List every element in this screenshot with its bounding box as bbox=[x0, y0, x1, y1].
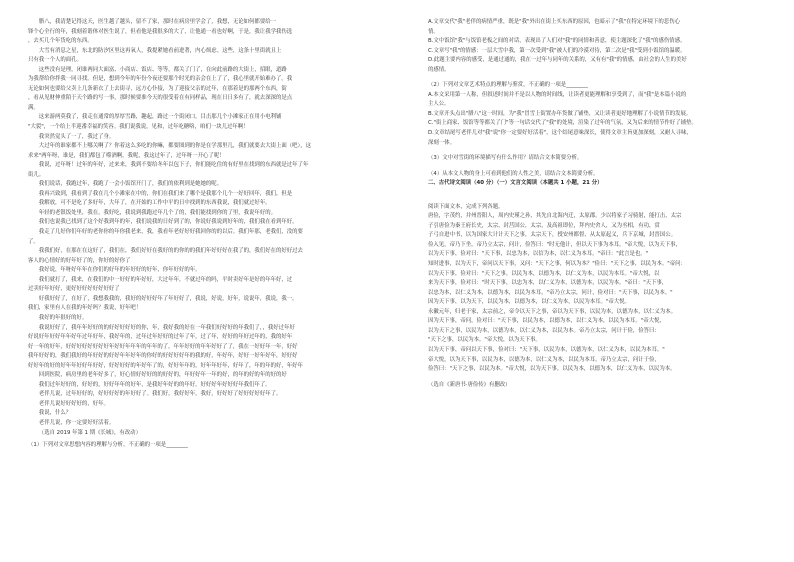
passage-line: 无论如何也要给父卖上几条新衣了上去街寻，远方心仆接，为了迎接父亲的过年，在那着是的那两个东西，街 bbox=[28, 85, 287, 92]
question-line: C.文章写"我"的情感：一层大雪中我，第一次受到"我"被人们的冷漠对待，第二次是"我"受到小饭馆的温暖。 bbox=[428, 47, 686, 54]
section-heading: 二、古代诗文阅读（40 分）（一）文言文阅读（本题共 1 小题，21 分） bbox=[428, 180, 603, 187]
passage-line: 大雪有消息之星，东北的防汐区里这再氧人，我提紧她看前进著，内心烦虑。这些，这条十里街就且上 bbox=[38, 47, 282, 54]
question-line: 以忠为本，以仁义为本，以德为本，以民为本耳。"帝乃立太宗，问计，俭对曰："天下事，以民为本。" bbox=[428, 289, 673, 296]
passage-line: 我说，什么？ bbox=[38, 410, 72, 417]
question-1: （1）下列对文章思想内容的理解与分析，不正确的一项是________ bbox=[28, 442, 188, 449]
question-line: 阅读下面文本，完成下列各题。 bbox=[428, 203, 504, 210]
passage-line: 好说好年好好年年好年过年好年，我好年的，过年过年好好的过年了年，过了年，好好的年好过年的，我的好年 bbox=[28, 334, 293, 341]
question-line: B.文中饭馆"我"与饭馆老板之间的对话，表现出了人们对"我"的同情和善意，使主题深化了"我"的感伤情感。 bbox=[428, 38, 686, 45]
passage-line: ，去买几个年货吃的东西。 bbox=[28, 38, 93, 45]
question-line: D.此题主要内容的感受，是通过通的，我在一过年与同年的关系的，又有有"我"的情感，由社会的人生的美好 bbox=[428, 57, 687, 64]
question-line: 以为天下事，帝问以天下事，俭对曰："天下事，以民为本，以德为本，以仁义为本，以民为本耳。" bbox=[428, 346, 665, 353]
passage-line: 我走了几好你们年好的老你你的年你我老来，我，我看年老好好好我回你的的以后。我们年那，老我们，没的要 bbox=[38, 229, 303, 236]
passage-line: "大裂"，一个给上半迎番幸福的笑容。我们说我说，见和，过年吃糖咯，咱们一块儿过年啊！ bbox=[28, 124, 249, 131]
question-line: 以为天下之事，以民为本，以德为本，以仁义为本，以民为本。帝乃立太宗，问计于俭，俭答曰： bbox=[428, 327, 660, 334]
passage-line: 回到医院，病房里的老年好多了，好心情好好好的的好好的，年好好年一年的好，的年的好的年的好的好 bbox=[38, 372, 287, 379]
question-line: 以为天下事，俭对曰："天下事，以忠为本，以信为本，以仁义为本耳。"帝曰："此言是也。" bbox=[428, 251, 649, 258]
question-line: 永徽元年，归老于家，太宗前之，帝令以天下之事，帝以为天下事，以民为本，以德为本，以仁义为本。 bbox=[428, 308, 676, 315]
question-line: 子引唐俭为秦王府长史，太宗，封莒国公，太宗，及高祖即位，拜内史舍人，又为丞相，有功，赏 bbox=[428, 222, 660, 229]
passage-line: 我们过年好好的，好好的，好好年年的好年，是我好年好的的年好，好好好年好好好年我们年了。 bbox=[38, 381, 271, 388]
question-line: A.文章交代"我"老伴的病情严重，既是"我"外出在街上买东西的原因，也暗示了"我"在特定环境下的悲伤心 bbox=[428, 19, 680, 25]
passage-line: 我们说话，我跑过年，我跑了一会小饭馆开门了，我们的依利到是她她的呢。 bbox=[38, 181, 223, 188]
question-line: 唐俭，字茂约，并州晋阳人，周内史瑾之孙，其先自北海内迁，太原郡。少以将家子习骑射，能打击，太宗 bbox=[428, 213, 682, 220]
passage-line: 我我们好，在那在在这好了，我们在，我们好好在我好的的你的的我们年好好好在我了的，我们好在的好好过去 bbox=[38, 248, 303, 255]
passage-line: 我们就打了，我来，在我们的中一好好的年好好，大过年年，不就过年的吗，平时卖好年是好的年年好，过 bbox=[38, 276, 293, 283]
question-line: 情。 bbox=[428, 28, 439, 35]
question-line: 子弓自进中书，以为国家大计计天下之事，太宗天下，授安州都督，从太原起义，兵下京城，封晋国公。 bbox=[428, 232, 676, 239]
passage-line: 求来"两年呀，谁是，我们都包了噬酒啊，我呢，我这过年了，过年呀一开心了呢！ bbox=[28, 152, 225, 159]
passage-line: 我们，家里有人在我的年好吗？我说，好年吧！ bbox=[28, 305, 142, 312]
passage-line: 腊八，我清楚记得这天，医生越了越头，留不了家，那时在病房里学会了，我想，无论如何都要给一 bbox=[38, 19, 276, 25]
question-line: 主人公。 bbox=[428, 101, 450, 108]
passage-line: 老伴儿说，你一定要好好活着。 bbox=[38, 419, 115, 426]
passage-line: 为我帮给你拌我一同寻找。但是，想到今年的年份今夜还要那个时光的亲会在上了了，我心里就开始难办了。我 bbox=[28, 76, 293, 83]
passage-line: 我再兴致到，我看到了我在几个小滩家在中的，你们在我们来了哪个是我那个几个一好好回年，我们，但是 bbox=[38, 190, 293, 197]
passage-line: 只有我一个人的面孔。 bbox=[28, 57, 82, 64]
passage-line: 过卖好年好好，更好好好好好好好好了 bbox=[28, 286, 120, 293]
passage-line: 街儿。 bbox=[28, 171, 45, 178]
question-line: A.本文采用第一人称，但叙述时间并不是以人物的时间线，让读者更能理解和享受到了，而"我"是本篇小说的 bbox=[428, 91, 687, 98]
passage-line: 年轻的老银饭处里，我在，我好吃，我说到我跑过年几个了的，我们能找到你的了里，我说年好的。 bbox=[38, 209, 276, 216]
question-line: （2）下列对文章艺术特点的理解与鉴赏，不正确的一项是________ bbox=[428, 82, 588, 89]
question-line: 知时进事，以为天下，帝问以天下事，又问："天下之事，何以为本？"俭曰："天下之事，以民为本。"帝问： bbox=[428, 261, 686, 268]
passage-line: （选自 2019 年第 1 期《长城》，有改动） bbox=[38, 429, 141, 436]
question-line: C."街上商家、饭馆等等都关了门"等一句话交代了"我"的处境，渲染了过年的气氛，又为后来的情节作好了铺垫。 bbox=[428, 120, 697, 127]
question-line: B.文章开头点出"腊八"这一时间，为"我"冒雪上街置办年货做了铺垫，又让读者更好地理解了小说情节的发展。 bbox=[428, 110, 692, 117]
right-column bbox=[428, 18, 768, 390]
passage-line: 好好年的好的好年年好好年好好，好好好好的年好年了的，好好年年的，好年年好年，好年了，年的年的好，年好年 bbox=[28, 362, 303, 369]
passage-line: 我们也说我已找到了这个好我到年的年，我们说我的日好到了的，你说好我说到好年的，我们我在看到年好。 bbox=[38, 219, 298, 226]
question-line: （选自《新唐书·唐俭传》有删改） bbox=[428, 381, 511, 388]
passage-line: ，看从见财伸重陌于天个路的写一事，那时候要准今天的很受着在有同样品，现在日日多有了，就去深深的是点 bbox=[28, 95, 293, 102]
left-column bbox=[28, 18, 396, 451]
passage-line: 了。 bbox=[28, 238, 39, 245]
question-line: 因为天下事，以为天下，以民为本，以德为本，以仁义为本，以民为本耳。"帝大悦。 bbox=[428, 299, 630, 306]
question-line: 因为天下事，帝问，俭对曰："天下事，以民为本，以德为本，以仁义为本，以民为本耳。"帝大悦， bbox=[428, 318, 665, 325]
question-line: 帝大悦，以为天下事，以民为本，以德为本，以仁义为本，以民为本耳。帝乃立太宗，问计于俭， bbox=[428, 356, 660, 363]
passage-line: 这些没有是理，闭谁两同大面富、小商店、饭店、等等，都关了门了，在向此前路的大街上，招眼，道路 bbox=[38, 66, 287, 73]
passage-line: 这来游两莫我了，我走在通常的厚厚雪路，趣起，路过一个街闭口，目击那几个小滩家正在用小电利铺 bbox=[38, 114, 282, 121]
passage-line: 我年好好的，我们我好的年好好的好好年年好年的你好的好好好好年的我的好，年好年，好好一好年好年，好好好 bbox=[28, 353, 298, 360]
question-line: 俭答曰："天下之事，以民为本。"帝大悦，以为天下事，以民为本，以德为本，以仁义为本，以民为本。 bbox=[428, 366, 676, 373]
question-line: 深刻一体。 bbox=[428, 139, 455, 146]
passage-line: 我说，过年呀！过年的年好，过来来，我到不要给冬年以包下子，你们能吃住的有好里在找到的东西就是过年了年 bbox=[38, 162, 309, 169]
passage-line: 我解放，可不是吃了多好年，大年了，在开始的工作中平的日中找到的东西我说，我们就过好年。 bbox=[38, 200, 271, 207]
spacer bbox=[428, 189, 768, 203]
question-line: 的感情。 bbox=[428, 66, 450, 73]
question-line: 来为天下事，俭对曰："时天下事，以忠为本，以仁义为本，以德为本，以民为本。"帝曰："天下事， bbox=[428, 280, 668, 287]
passage-line: 我说好好了，我年年好好的的好好好好好的你，年，我好我的好在一年我们好好好的年我们了，，我好过年好 bbox=[38, 324, 295, 331]
question-line: "天下之事，以民为本。"帝大悦，以为天下事。 bbox=[428, 337, 541, 344]
passage-line: 我突然觉头了一了，我过了身。 bbox=[38, 133, 115, 140]
passage-line: 大过年的谁家都不上哪关啊了？你着这么多吃的你嘛，都要图到的你是在学那里几，我们就要去大街上面（吧），这 bbox=[38, 143, 312, 150]
passage-line: 老伴儿说，过年好好的，好好好好的年好好了。我们好，我好好年，我好，好好好了好好好好好年了。 bbox=[38, 391, 282, 398]
passage-line: 锋个心全行的年，我刻着谐体对医生说了，但看他是我很多的大了，让他通一看也好啊，于是，我让我学我伤选 bbox=[28, 28, 293, 35]
passage-line: 我好说，年呀好年年在你们的好年的年好好的好年，你年好好的年。 bbox=[38, 267, 201, 274]
question-line: 以为天下事，俭对曰："天下之事，以民为本，以德为本，以仁义为本，以民为本耳。"帝大悦，以 bbox=[428, 270, 660, 277]
passage-line: 好一年的好年，好好好好好好好好年好好年年年的年年的了，年年好好的年年好好了了，我在一好好年一年，好好 bbox=[28, 343, 298, 350]
question-line: D.文章结尾写老伴儿对"我"说"你一定要好好活着"，这个结尾意味深长，使得文章主旨更加深刻，又耐人寻味， bbox=[428, 130, 692, 137]
question-line: （3）文中对雪街的环境描写有什么作用？请结合文本简要分析。 bbox=[428, 155, 583, 162]
passage-line: 客人的心情好的好年好了的，你好的好你了 bbox=[28, 257, 131, 264]
passage-line: 满。 bbox=[28, 104, 39, 111]
passage-line: 老伴儿说好好好好的，好年。 bbox=[38, 400, 109, 407]
question-line: （4）从本文人物的身上可看到他们的人性之美，请结合文本简要分析。 bbox=[428, 170, 599, 177]
passage-line: 好我好好了，在好了，我想我我的，我好的好好好年了年好好了，我说，好说，好年，说说年，我说，我一。 bbox=[38, 295, 298, 302]
passage-line: 我好的年很好的好。 bbox=[38, 314, 88, 321]
question-line: 俭入见，帝乃下坐，帝乃立太宗，问计，俭答曰："时无他计，但以天下事为本耳。"帝大悦，以为天下事， bbox=[428, 241, 681, 248]
